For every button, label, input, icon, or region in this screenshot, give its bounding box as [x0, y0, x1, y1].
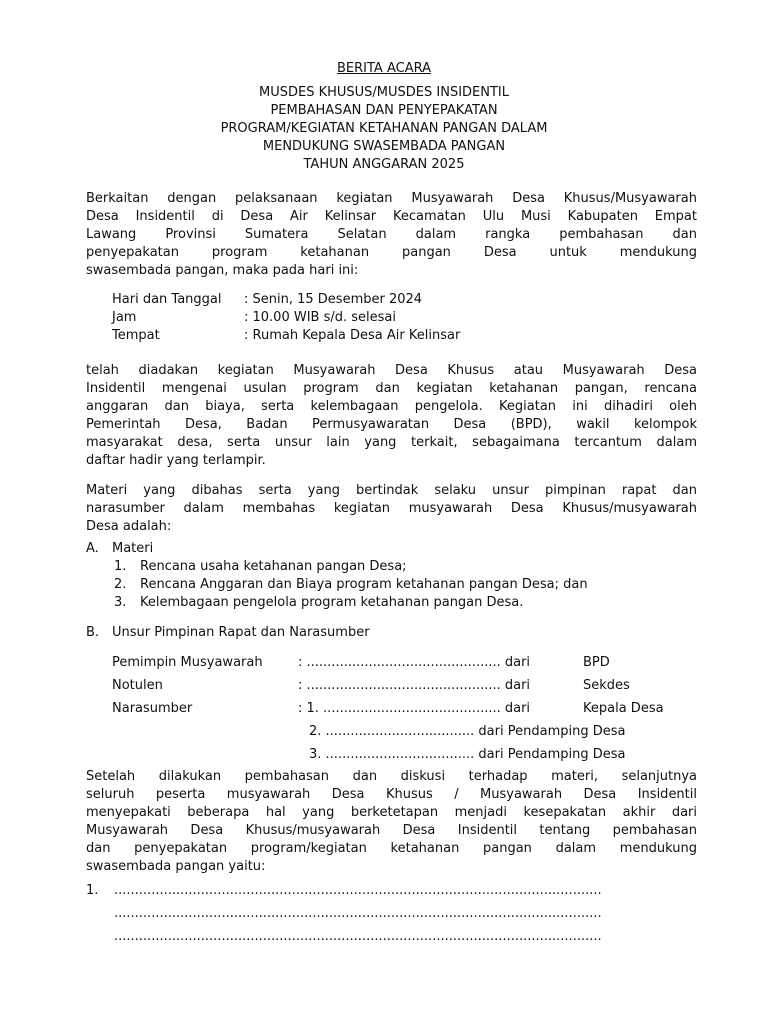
subtitle-line: TAHUN ANGGARAN 2025	[303, 157, 465, 172]
narasumber-fill: : 1. ........................................... dari	[298, 701, 531, 716]
document-title: BERITA ACARA	[337, 61, 431, 76]
notulen-label: Notulen	[112, 678, 163, 693]
intro-line: Desa Insidentil di Desa Air Kelinsar Kecamatan Ulu Musi Kabupaten Empat	[86, 209, 697, 224]
schedule-label-place: Tempat	[112, 328, 160, 343]
subtitle-line: MUSDES KHUSUS/MUSDES INSIDENTIL	[258, 85, 509, 100]
paragraph-line: Desa adalah:	[86, 519, 172, 534]
paragraph-line: Setelah dilakukan pembahasan dan diskusi terhadap materi, selanjutnya	[86, 769, 697, 784]
narasumber-label: Narasumber	[112, 701, 193, 716]
paragraph-line: Musyawarah Desa Khusus/musyawarah Desa Insidentil tentang pembahasan	[86, 823, 697, 838]
intro-line: swasembada pangan, maka pada hari ini:	[86, 263, 359, 278]
narasumber-role: Kepala Desa	[583, 701, 664, 716]
agreement-blank-line: ......................................................................................................................	[114, 883, 602, 898]
paragraph-line: Pemerintah Desa, Badan Permusyawaratan Desa (BPD), wakil kelompok	[86, 417, 697, 432]
materi-item-number: 2.	[114, 577, 127, 592]
leader-label: Pemimpin Musyawarah	[112, 655, 263, 670]
section-a-marker: A.	[86, 541, 99, 556]
paragraph-line: Insidentil mengenai usulan program dan kegiatan ketahanan pangan, rencana	[86, 381, 697, 396]
intro-line: Lawang Provinsi Sumatera Selatan dalam rangka pembahasan dan	[86, 227, 697, 242]
materi-item-number: 3.	[114, 595, 127, 610]
attendance-paragraph	[86, 362, 697, 470]
schedule-label-date: Hari dan Tanggal	[112, 292, 222, 307]
paragraph-line: seluruh peserta musyawarah Desa Khusus / Musyawarah Desa Insidentil	[86, 787, 697, 802]
agreement-blank-line: ......................................................................................................................	[114, 929, 602, 944]
notulen-fill: : ............................................... dari	[298, 678, 531, 693]
leader-fill: : ............................................... dari	[298, 655, 531, 670]
materi-item-number: 1.	[114, 559, 127, 574]
materi-item: Kelembagaan pengelola program ketahanan pangan Desa.	[140, 595, 524, 610]
intro-line: Berkaitan dengan pelaksanaan kegiatan Musyawarah Desa Khusus/Musyawarah	[86, 191, 697, 206]
paragraph-line: narasumber dalam membahas kegiatan musyawarah Desa Khusus/musyawarah	[86, 501, 697, 516]
intro-paragraph	[86, 190, 697, 280]
paragraph-line: menyepakati beberapa hal yang berketetapan menjadi kesepakatan akhir dari	[86, 805, 697, 820]
section-a-title: Materi	[112, 541, 154, 556]
subtitle-line: MENDUKUNG SWASEMBADA PANGAN	[262, 139, 506, 154]
section-b-title: Unsur Pimpinan Rapat dan Narasumber	[112, 625, 370, 640]
notulen-role: Sekdes	[583, 678, 630, 693]
intro-line: penyepakatan program ketahanan pangan Desa untuk mendukung	[86, 245, 697, 260]
materi-item: Rencana Anggaran dan Biaya program ketahanan pangan Desa; dan	[140, 577, 588, 592]
materi-intro-paragraph	[86, 482, 697, 536]
schedule-label-time: Jam	[112, 310, 137, 325]
paragraph-line: telah diadakan kegiatan Musyawarah Desa Khusus atau Musyawarah Desa	[86, 363, 697, 378]
materi-item: Rencana usaha ketahanan pangan Desa;	[140, 559, 407, 574]
schedule-value-time: : 10.00 WIB s/d. selesai	[244, 310, 397, 325]
paragraph-line: daftar hadir yang terlampir.	[86, 453, 266, 468]
leader-role: BPD	[583, 655, 610, 670]
section-b-marker: B.	[86, 625, 100, 640]
agreement-blank-line: ......................................................................................................................	[114, 906, 602, 921]
agreement-number: 1.	[86, 883, 99, 898]
paragraph-line: dan penyepakatan program/kegiatan ketahanan pangan dalam mendukung	[86, 841, 697, 856]
narasumber-extra: 3. .................................... dari Pendamping Desa	[309, 747, 626, 762]
schedule-value-date: : Senin, 15 Desember 2024	[244, 292, 423, 307]
paragraph-line: anggaran dan biaya, serta kelembagaan pengelola. Kegiatan ini dihadiri oleh	[86, 399, 697, 414]
paragraph-line: masyarakat desa, serta unsur lain yang terkait, sebagaimana tercantum dalam	[86, 435, 697, 450]
subtitle-line: PROGRAM/KEGIATAN KETAHANAN PANGAN DALAM	[220, 121, 548, 136]
schedule-value-place: : Rumah Kepala Desa Air Kelinsar	[244, 328, 461, 343]
paragraph-line: swasembada pangan yaitu:	[86, 859, 266, 874]
agreement-paragraph	[86, 768, 697, 876]
subtitle-line: PEMBAHASAN DAN PENYEPAKATAN	[270, 103, 498, 118]
narasumber-extra: 2. .................................... dari Pendamping Desa	[309, 724, 626, 739]
paragraph-line: Materi yang dibahas serta yang bertindak selaku unsur pimpinan rapat dan	[86, 483, 697, 498]
